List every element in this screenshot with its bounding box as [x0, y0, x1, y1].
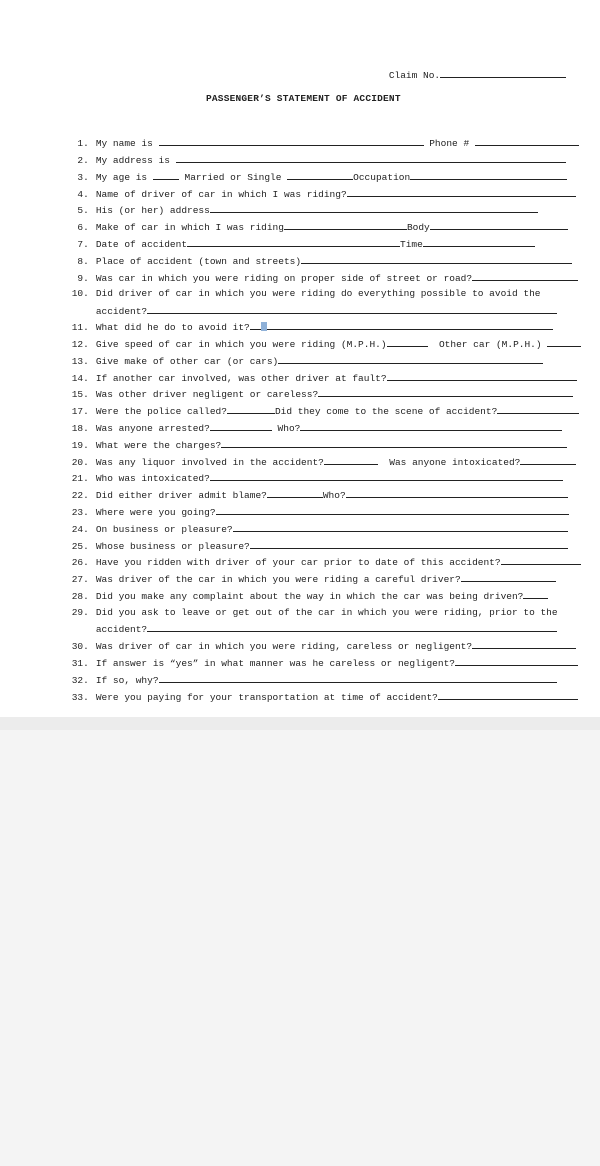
- question-17: 17. Were the police called? Did they come to the scene of accident?: [42, 394, 579, 405]
- question-2-text: My address is: [95, 155, 170, 166]
- question-5: 5. His (or her) address: [42, 193, 538, 204]
- page-bottom-edge: [0, 717, 600, 730]
- question-32-text: If so, why?: [95, 675, 159, 686]
- question-10: 10. Did driver of car in which you were riding do everything possible to avoid the: [71, 288, 541, 299]
- question-11-text: What did he do to avoid it?: [95, 322, 250, 333]
- question-30: 30. Was driver of car in which you were riding, careless or negligent?: [42, 629, 576, 640]
- question-7-text: Date of accident: [95, 239, 188, 250]
- question-4: 4. Name of driver of car in which I was riding?: [42, 177, 576, 188]
- question-28: 28. Did you make any complaint about the way in which the car was being driven?: [42, 579, 548, 590]
- police-scene-label: Did they come to the scene of accident?: [274, 406, 498, 417]
- claim-number-blank[interactable]: [440, 69, 566, 78]
- question-11: 11. What did he do to avoid it?: [42, 310, 553, 321]
- question-31-text: If answer is “yes” in what manner was he careless or negligent?: [95, 658, 455, 669]
- question-27-text: Was driver of the car in which you were riding a careful driver?: [95, 574, 461, 585]
- marital-label: Married or Single: [184, 172, 282, 183]
- blame-who-label: Who?: [322, 490, 346, 501]
- question-10-text: Did driver of car in which you were riding do everything possible to avoid the: [95, 288, 541, 299]
- question-24-text: On business or pleasure?: [95, 524, 233, 535]
- question-33-text: Were you paying for your transportation at time of accident?: [95, 692, 438, 703]
- question-4-text: Name of driver of car in which I was riding?: [95, 189, 347, 200]
- question-23-text: Where were you going?: [95, 507, 216, 518]
- question-26-text: Have you ridden with driver of your car prior to date of this accident?: [95, 557, 501, 568]
- question-21: 21. Who was intoxicated?: [42, 461, 563, 472]
- body-label: Body: [406, 222, 430, 233]
- question-10-continued: accident?: [73, 294, 557, 305]
- question-3: 3. My age is Married or Single Occupation: [42, 160, 567, 171]
- question-15-text: Was other driver negligent or careless?: [95, 389, 319, 400]
- question-24: 24. On business or pleasure?: [42, 512, 568, 523]
- question-19-text: What were the charges?: [95, 440, 222, 451]
- question-18-text: Was anyone arrested?: [95, 423, 210, 434]
- question-29-text: Did you ask to leave or get out of the car in which you were riding, prior to the: [95, 607, 558, 618]
- form-title: PASSENGER’S STATEMENT OF ACCIDENT: [206, 93, 401, 104]
- question-30-text: Was driver of car in which you were riding, careless or negligent?: [95, 641, 473, 652]
- question-33: 33. Were you paying for your transportation at time of accident?: [42, 680, 578, 691]
- question-8-text: Place of accident (town and streets): [95, 256, 302, 267]
- question-22: 22. Did either driver admit blame? Who?: [42, 478, 568, 489]
- claim-number-field[interactable]: [366, 58, 566, 92]
- other-car-speed-blank[interactable]: [547, 338, 581, 347]
- question-28-text: Did you make any complaint about the way in which the car was being driven?: [95, 591, 524, 602]
- arrested-who-label: Who?: [277, 423, 301, 434]
- question-3-text: My age is: [95, 172, 148, 183]
- question-6: 6. Make of car in which I was riding Body: [42, 210, 568, 221]
- question-27: 27. Was driver of the car in which you were riding a careful driver?: [42, 562, 556, 573]
- question-9-text: Was car in which you were riding on proper side of street or road?: [95, 273, 473, 284]
- text-cursor: [261, 322, 267, 331]
- question-26: 26. Have you ridden with driver of your car prior to date of this accident?: [42, 545, 581, 556]
- question-32: 32. If so, why?: [42, 663, 557, 674]
- question-6-text: Make of car in which I was riding: [95, 222, 284, 233]
- occupation-label: Occupation: [353, 172, 411, 183]
- question-20: 20. Was any liquor involved in the accident? Was anyone intoxicated?: [42, 445, 576, 456]
- time-label: Time: [400, 239, 423, 250]
- question-31: 31. If answer is “yes” in what manner was he careless or negligent?: [42, 646, 578, 657]
- phone-label: Phone #: [429, 138, 470, 149]
- question-15: 15. Was other driver negligent or careless?: [42, 377, 573, 388]
- question-21-text: Who was intoxicated?: [95, 473, 210, 484]
- question-12: 12. Give speed of car in which you were riding (M.P.H.) Other car (M.P.H.): [42, 327, 581, 338]
- question-20-text: Was any liquor involved in the accident?: [95, 457, 324, 468]
- claim-number-label: Claim No.: [388, 70, 441, 81]
- question-23: 23. Where were you going?: [42, 495, 569, 506]
- question-18: 18. Was anyone arrested? Who?: [42, 411, 562, 422]
- question-14: 14. If another car involved, was other driver at fault?: [42, 361, 577, 372]
- question-19: 19. What were the charges?: [42, 428, 567, 439]
- question-29: 29. Did you ask to leave or get out of the car in which you were riding, prior to the: [71, 607, 558, 618]
- question-7: 7. Date of accident Time: [42, 227, 535, 238]
- question-9: 9. Was car in which you were riding on proper side of street or road?: [42, 261, 578, 272]
- question-29-continued: accident?: [73, 612, 557, 623]
- question-8: 8. Place of accident (town and streets): [42, 244, 572, 255]
- question-14-text: If another car involved, was other driver at fault?: [95, 373, 387, 384]
- question-25-text: Whose business or pleasure?: [95, 541, 250, 552]
- question-1: 1. My name is Phone #: [42, 126, 579, 137]
- question-12-text: Give speed of car in which you were riding (M.P.H.): [95, 339, 387, 350]
- question-22-text: Did either driver admit blame?: [95, 490, 267, 501]
- question-13: 13. Give make of other car (or cars): [42, 344, 543, 355]
- other-car-speed-label: Other car (M.P.H.): [438, 339, 542, 350]
- question-1-text: My name is: [95, 138, 153, 149]
- question-2: 2. My address is: [42, 143, 566, 154]
- intoxicated-label: Was anyone intoxicated?: [389, 457, 521, 468]
- question-25: 25. Whose business or pleasure?: [42, 529, 568, 540]
- paying-blank[interactable]: [438, 691, 578, 700]
- question-17-text: Were the police called?: [95, 406, 227, 417]
- question-13-text: Give make of other car (or cars): [95, 356, 279, 367]
- question-5-text: His (or her) address: [95, 205, 210, 216]
